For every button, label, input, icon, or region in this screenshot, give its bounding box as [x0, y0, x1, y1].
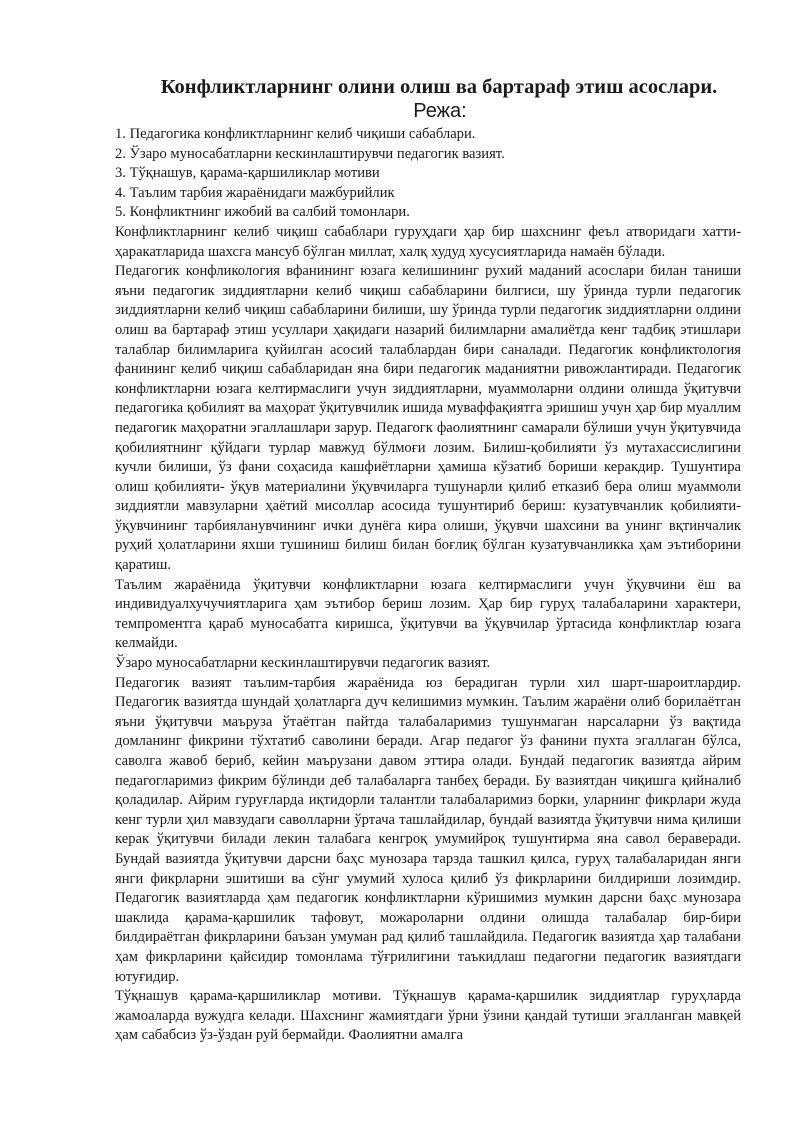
paragraph-pedagogical-situation: Педагогик вазият таълим-тарбия жараёнида юз берадиган турли хил шарт-шароитлардир. Педагогик вазиятда шундай ҳолатларга дуч келишимиз мумкин. Таълим жараёни олиб борилаётган яъни ўқитувчи маъруза ўтаётган пайтда талабаларимиз тушунмаган нарсаларни ўз вақтида домланинг фикрини тўхтатиб саволини беради. Агар педагог ўз фанини пухта эгаллаган бўлса, саволга жавоб бериб, кейин маърузани давом эттира олади. Бундай педагогик вазиятда айрим педагогларимиз фикрим бўлинди деб талабаларга танбеҳ беради. Бу вазиятдан чиқишга қийналиб қоладилар. Айрим гуруғларда иқтидорли талантли талабаларимиз борки, уларнинг фикрлари жуда кенг турли ҳил мавзудаги саволларни ўртача ташлайдилар, бундай вазиятда ўқитувчи нима қилиши керак ўқитувчи билади лекин талабага кенгроқ умумийроқ тушунтирма яна савол бераверади. Бундай вазиятда ўқитувчи дарсни баҳс мунозара тарзда ташкил қилса, гуруҳ талабаларидан янги янги фикрларни эшитиши ва сўнг умумий хулоса қилиб ўз фикрларини билдириши лозимдир. Педагогик вазиятларда ҳам педагогик конфликтларни кўришимиз мумкин дарсни баҳс мунозара шаклида қарама-қаршилик тафовут, можароларни олдини олишда талабалар бир-бири билдираётган фикрларини баъзан умуман рад қилиб ташлайдила. Педагогик вазиятда ҳар талабани ҳам фикрларини қайсидир томонлама тўғрилигини таъкидлаш педагогни педагогик вазиятдаги ютуғидир. — [115, 674, 741, 985]
plan-item: 5. Конфликтнинг ижобий ва салбий томонлари. — [115, 204, 410, 221]
paragraph-education-process: Таълим жараёнида ўқитувчи конфликтларни юзага келтирмаслиги учун ўқувчини ёш ва индивидуалхучучиятларига ҳам эътибор бериш лозим. Ҳар бир гуруҳ талабаларини характери, темпроментга қараб муносабатга киришса, ўқитувчи ва ўқувчилар ўртасида конфликтлар юзага келмайди. — [115, 576, 741, 652]
plan-item: 1. Педагогика конфликтларнинг келиб чиқиши сабаблари. — [115, 126, 476, 142]
paragraph-collision-motives: Тўқнашув қарама-қаршиликлар мотиви. Тўқнашув қарама-қаршилик зиддиятлар гуруҳларда жамоаларда вужудга келади. Шахснинг жамиятдаги ўрни ўзини қандай тутиши эгалланган мавқей ҳам сабабсиз ўз-ўздан руй бермайди. Фаолиятни амалга — [115, 988, 741, 1044]
paragraph-conflict-causes: Конфликтларнинг келиб чиқиш сабаблари гуруҳдаги ҳар бир шахснинг феъл атворидаги хатти-ҳаракатларида шахсга мансуб бўлган миллат, халқ худуд хусусиятларида намаён бўлади. — [115, 223, 741, 260]
paragraph-pedagogical-conflictology: Педагогик конфликология вфанининг юзага келишининг рухий маданий асослари билан таниши яъни педагогик зиддиятларни келиб чиқиш сабабларини билгиси, шу ўринда турли педагогик зиддиятларни келиб чиқиш сабабларини билиши, шу ўринда турли педагогик зиддиятларни олдини олиш ва бартараф этиш усуллари ҳақидаги назарий билимларни амалиётда кенг тадбиқ этишлари талаблар билимларига қуйилган асосий талаблардан бири саналади. Педагогик конфликтология фанининг келиб чиқиш сабабларидан яна бири педагогик маданиятни ривожлантиради. Педагогик конфликтларни юзага келтирмаслиги учун зиддиятларни, муаммоларни олдини олишда ўқитувчи педагогика қобилият ва маҳорат ўқитувчилик ишида муваффақиятга эришиш учун ҳар бир муаллим педагогик маҳоратни эгаллашлари зарур. Педагогк фаолиятнинг самарали бўлиши учун ўқитувчида қобилиятнинг қўйдаги турлар мавжуд бўлмоғи лозим. Билиш-қобилияти ўз мутахассислигини кучли билиши, ўз фани соҳасида кашфиётларни ҳамиша кўзатиб бориши керакдир. Тушунтира олиш қобилияти- ўқув материалини ўқувчиларга тушунарли қилиб етказиб бера олиш муаммоли зиддиятли мавзуларни ҳаётий мисоллар асосида тушунтириб бериш: кузатувчанлик қобилияти-ўқувчининг тарбияланувчининг ички дунёга кира олиши, ўқувчи шахсини ва унинг вқтинчалик руҳий ҳолатларини яхши тушиниш билиш билан боғлиқ бўлган кузатувчанликка ҳам эътиборини қаратиш. — [115, 263, 741, 574]
plan-list — [115, 125, 741, 223]
plan-item: 2. Ўзаро муносабатларни кескинлаштирувчи педагогик вазият. — [115, 145, 505, 162]
document-title: Конфликтларнинг олини олиш ва бартараф этиш асослари. — [160, 76, 718, 98]
section-heading-pedagogical-situation: Ўзаро муносабатларни кескинлаштирувчи педагогик вазият. — [115, 655, 491, 672]
plan-item: 3. Тўқнашув, қарама-қаршиликлар мотиви — [115, 165, 380, 182]
plan-heading: Режа: — [413, 100, 467, 122]
plan-item: 4. Таълим тарбия жараёнидаги мажбурийлик — [115, 184, 395, 201]
document-body — [115, 74, 741, 1046]
